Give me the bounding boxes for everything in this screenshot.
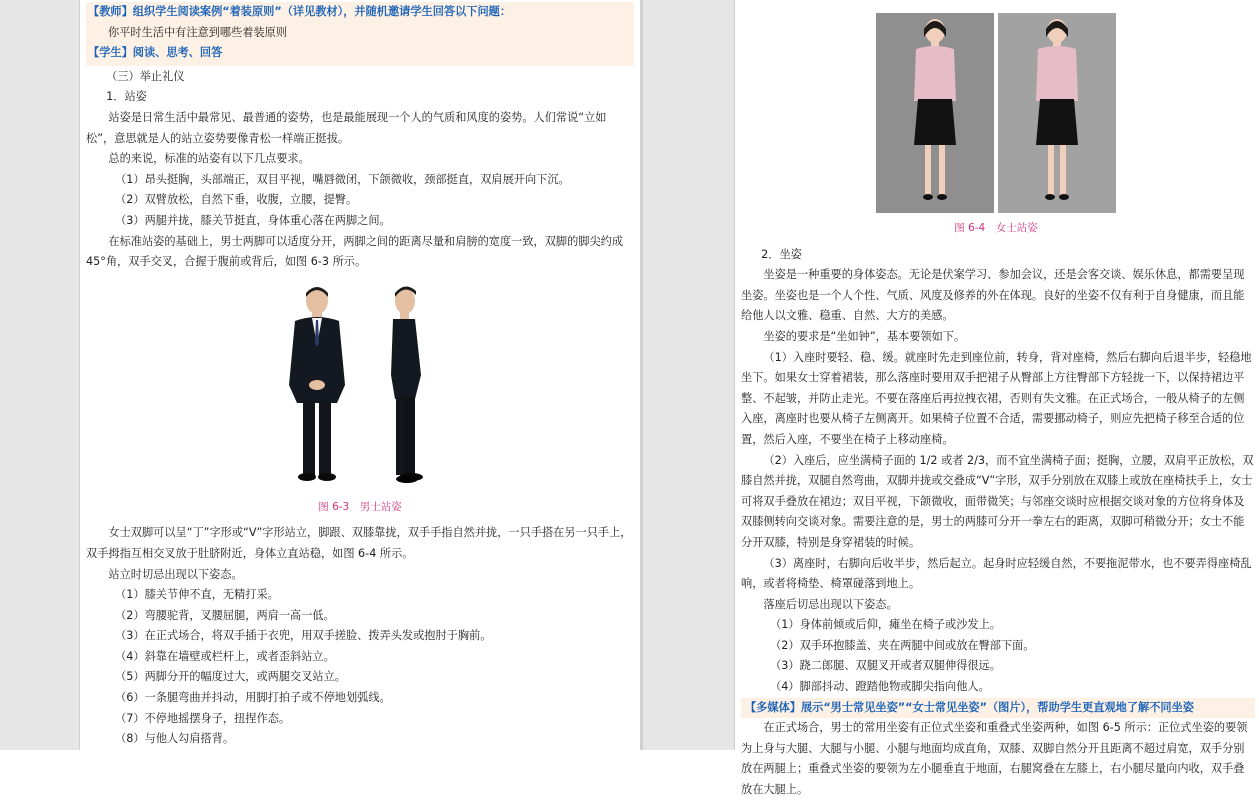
list-item: （7）不停地摇摆身子，扭捏作态。 <box>115 711 291 725</box>
female-standing-photo <box>876 13 1116 213</box>
left-page-gutter <box>0 0 80 750</box>
student-line: 【学生】阅读、思考、回答 <box>88 46 223 60</box>
paragraph: 落座后切忌出现以下姿态。 <box>763 597 898 611</box>
list-item: （2）弯腰驼背，叉腰屈腿，两肩一高一低。 <box>115 608 335 622</box>
paragraph: 坐姿的要求是“坐如钟”，基本要领如下。 <box>763 329 966 343</box>
list-item: （1）膝关节伸不直，无精打采。 <box>115 588 279 602</box>
paragraph: （1）入座时要轻、稳、缓。就座时先走到座位前，转身，背对座椅，然后右脚向后退半步，轻稳地坐下。如果女士穿着裙装，那么落座时要用双手把裙子从臀部上方往臀部下方轻拢一下，以保持裙边平整、不起皱，并防止走光。不要在落座后再拉拽衣裙，否则有失文雅。在正式场合，一般从椅子的左侧入座，离座时也要从椅子左侧离开。如果椅子位置不合适，需要挪动椅子，则应先把椅子移至合适的位置，然后入座，不要坐在椅子上移动座椅。 <box>741 350 1252 446</box>
right-page-gutter <box>643 0 735 750</box>
sub-heading-sitting: 2．坐姿 <box>761 247 802 261</box>
list-item: （6）一条腿弯曲并抖动，用脚打拍子或不停地划弧线。 <box>115 691 391 705</box>
teacher-line: 【教师】组织学生阅读案例“着装原则”（详见教材），并随机邀请学生回答以下问题： <box>88 5 512 18</box>
figure-caption: 图 6-4 女士站姿 <box>954 222 1038 234</box>
right-page-content <box>741 0 1255 801</box>
figure-caption: 图 6-3 男士站姿 <box>318 500 402 513</box>
paragraph: （2）入座后，应坐满椅子面的 1/2 或者 2/3，而不宜坐满椅子面；挺胸，立腰，双肩平正放松，双膝自然并拢，双腿自然弯曲，双脚并拢或交叠成“V”字形，双手分别放在双膝上或放在座椅扶手上，女士可将双手叠放在裙边；双目平视，下颌微收，面带微笑；与邻座交谈时应根据交谈对象的方位将身体及双膝侧转向交谈对象。需要注意的是，男士的两膝可分开一拳左右的距离，双脚可稍微分开；女士不能分开双膝，特别是身穿裙装的时候。 <box>741 453 1254 549</box>
teacher-box <box>86 2 634 66</box>
figure-male-standing <box>265 285 455 495</box>
section-heading: （三）举止礼仪 <box>106 69 185 83</box>
list-item: （1）身体前倾或后仰，瘫坐在椅子或沙发上。 <box>770 618 1001 632</box>
list-item: （5）两脚分开的幅度过大，或两腿交叉站立。 <box>115 670 346 684</box>
list-item: （2）双臂放松，自然下垂，收腹，立腰，提臀。 <box>115 193 358 207</box>
left-page <box>0 0 640 750</box>
paragraph: 女士双脚可以呈“丁”字形或“V”字形站立，脚跟、双膝靠拢，双手手指自然并拢，一只手搭在另一只手上，双手拇指互相交叉放于肚脐附近，身体立直站稳，如图 6-4 所示。 <box>86 526 632 560</box>
list-item: （8）与他人勾肩搭背。 <box>115 732 235 746</box>
paragraph: 总的来说，标准的站姿有以下几点要求。 <box>108 152 310 166</box>
paragraph: 站姿是日常生活中最常见、最普通的姿势，也是最能展现一个人的气质和风度的姿势。人们常说“立如松”，意思就是人的站立姿势要像青松一样端正挺拔。 <box>86 110 607 145</box>
list-item: （3）两腿并拢，膝关节挺直，身体重心落在两脚之间。 <box>115 213 391 227</box>
paragraph: 站立时切忌出现以下姿态。 <box>108 567 243 581</box>
list-item: （3）在正式场合，将双手插于衣兜，用双手搓脸、拨弄头发或抱肘于胸前。 <box>115 629 492 643</box>
multimedia-note: 【多媒体】展示“男士常见坐姿”“女士常见坐姿”（图片），帮助学生更直观地了解不同坐姿 <box>741 698 1255 719</box>
paragraph: 在标准站姿的基础上，男士两脚可以适度分开，两脚之间的距离尽量和肩膀的宽度一致，双脚的脚尖约成45°角，双手交叉，合握于腹前或背后，如图 6-3 所示。 <box>86 234 624 269</box>
paragraph: （3）离座时，右脚向后收半步，然后起立。起身时应轻缓自然，不要拖泥带水，也不要弄得座椅乱响，或者将椅垫、椅罩碰落到地上。 <box>741 556 1252 591</box>
right-page <box>643 0 1259 797</box>
list-item: （2）双手环抱膝盖、夹在两腿中间或放在臀部下面。 <box>770 638 1035 652</box>
sub-heading-standing: 1．站姿 <box>106 90 147 104</box>
paragraph: 在正式场合，男士的常用坐姿有正位式坐姿和重叠式坐姿两种，如图 6-5 所示：正位式坐姿的要领为上身与大腿、大腿与小腿、小腿与地面均成直角，双膝、双脚自然分开且距离不超过肩宽，双手分别放在两腿上；重叠式坐姿的要领为左小腿垂直于地面，右腿窝叠在左膝上，右小腿尽量向内收，双手叠放在大腿上。 <box>741 721 1248 797</box>
figure-female-standing <box>876 13 1116 213</box>
list-item: （4）斜靠在墙壁或栏杆上，或者歪斜站立。 <box>115 649 335 663</box>
left-page-content <box>86 0 634 750</box>
paragraph: 坐姿是一种重要的身体姿态。无论是伏案学习、参加会议，还是会客交谈、娱乐休息，都需要呈现坐姿。坐姿也是一个人个性、气质、风度及修养的外在体现。良好的坐姿不仅有利于自身健康，而且能给他人以文雅、稳重、自然、大方的美感。 <box>741 268 1245 323</box>
list-item: （4）脚部抖动、蹬踏他物或脚尖指向他人。 <box>770 680 990 694</box>
male-standing-photo <box>265 285 455 495</box>
teacher-question: 你平时生活中有注意到哪些着装原则 <box>108 25 288 39</box>
list-item: （3）跷二郎腿、双腿叉开或者双腿伸得很远。 <box>770 659 1001 673</box>
list-item: （1）昂头挺胸，头部端正，双目平视，嘴唇微闭，下颌微收，颈部挺直，双肩展开向下沉。 <box>115 172 570 186</box>
